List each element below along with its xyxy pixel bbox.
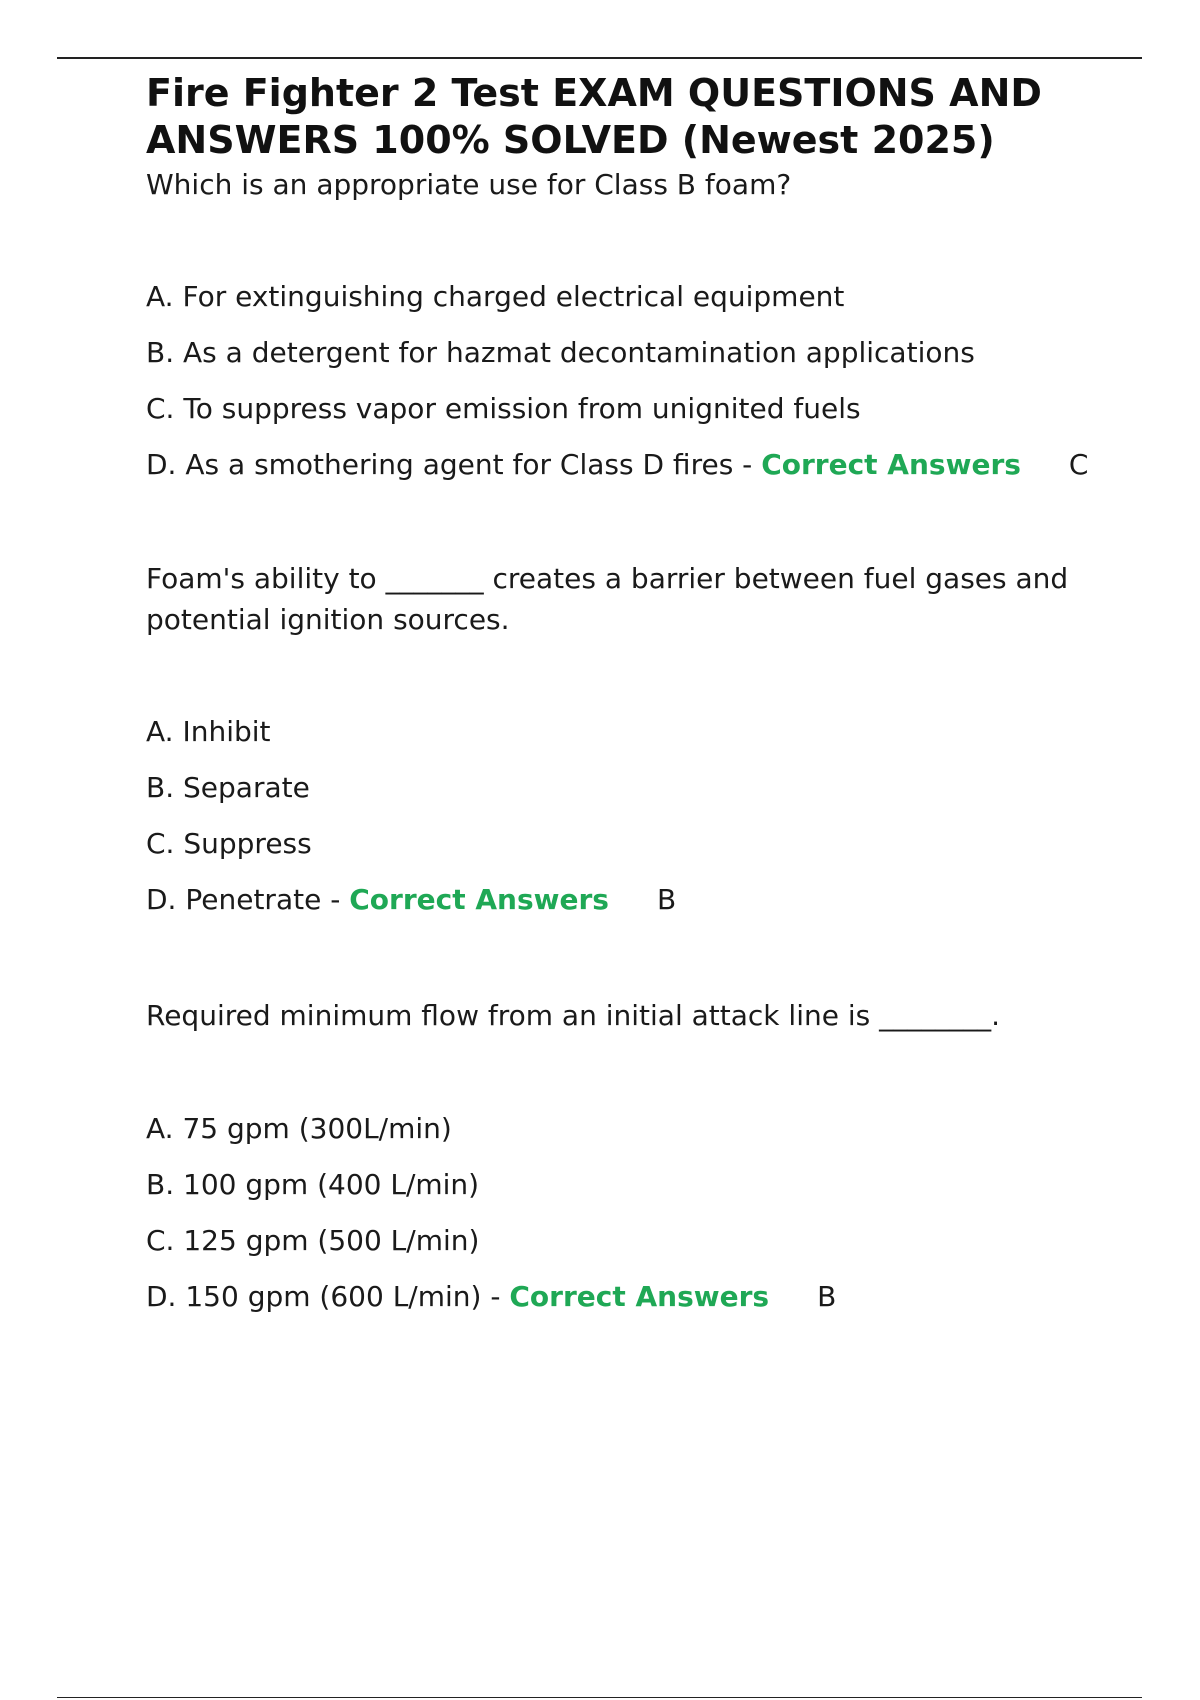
option-d (146, 879, 1136, 920)
correct-answers-label: Correct Answers (509, 1280, 770, 1313)
option-d-text: D. As a smothering agent for Class D fires - (146, 448, 762, 481)
option-b: B. As a detergent for hazmat decontamination applications (146, 336, 975, 369)
option-d-text: D. 150 gpm (600 L/min) - (146, 1280, 510, 1313)
option-c: C. Suppress (146, 827, 312, 860)
option-c: C. To suppress vapor emission from unignited fuels (146, 392, 861, 425)
option-a: A. 75 gpm (300L/min) (146, 1112, 452, 1145)
question-3-options (146, 1108, 1136, 1317)
option-b: B. Separate (146, 771, 310, 804)
option-d (146, 1276, 1136, 1317)
document-title: Fire Fighter 2 Test EXAM QUESTIONS AND ANSWERS 100% SOLVED (Newest 2025) (146, 71, 1042, 162)
option-d (146, 444, 1136, 485)
question-1 (146, 164, 1136, 485)
question-2-stem: Foam's ability to _______ creates a barrier between fuel gases and potential ignition sources. (146, 562, 1069, 636)
question-1-stem: Which is an appropriate use for Class B foam? (146, 168, 792, 201)
option-b: B. 100 gpm (400 L/min) (146, 1168, 480, 1201)
answer-value: B (817, 1280, 837, 1313)
answer-value: C (1068, 448, 1089, 481)
correct-answers-label: Correct Answers (761, 448, 1021, 481)
document-body (146, 70, 1136, 1332)
question-3-stem: Required minimum flow from an initial attack line is ________. (146, 999, 1001, 1032)
question-2-options (146, 711, 1136, 920)
option-d-text: D. Penetrate - (146, 883, 350, 916)
answer-value: B (656, 883, 677, 916)
option-a: A. Inhibit (146, 715, 271, 748)
option-c: C. 125 gpm (500 L/min) (146, 1224, 480, 1257)
bottom-rule (57, 1697, 1142, 1698)
correct-answers-label: Correct Answers (349, 883, 609, 916)
question-2 (146, 558, 1136, 920)
question-3 (146, 995, 1136, 1317)
question-1-options (146, 276, 1136, 485)
top-rule (57, 57, 1142, 59)
option-a: A. For extinguishing charged electrical equipment (146, 280, 845, 313)
